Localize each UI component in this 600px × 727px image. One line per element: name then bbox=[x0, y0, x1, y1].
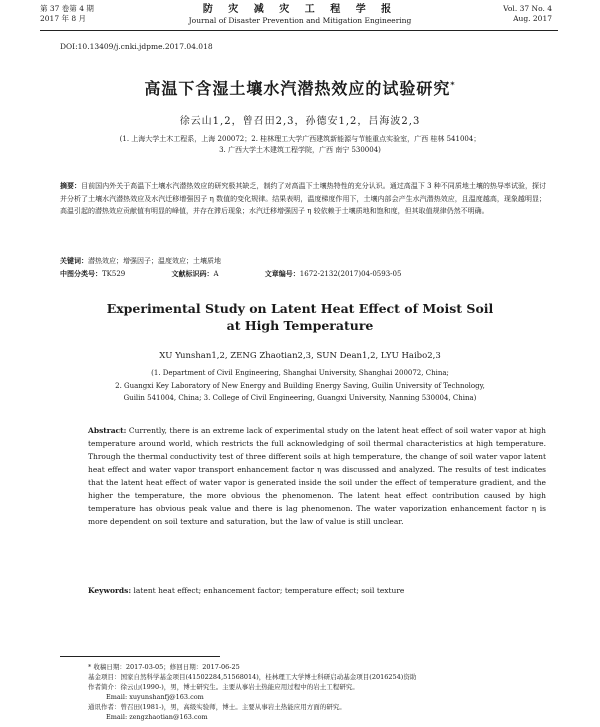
keywords-en bbox=[88, 586, 546, 595]
title-footnote-mark: * bbox=[450, 80, 456, 90]
affiliation-cn-line: 3. 广西大学土木建筑工程学院，广西 南宁 530004) bbox=[219, 146, 381, 154]
document-code-value: A bbox=[213, 270, 219, 278]
date-cn: 2017 年 8 月 bbox=[40, 14, 87, 23]
keywords-en-label: Keywords: bbox=[88, 586, 132, 595]
author-bio: 作者简介：徐云山(1990-)，男，博士研究生。主要从事岩土热能应用过程中的岩土工程研究。 bbox=[88, 683, 359, 691]
article-number-label: 文章编号： bbox=[264, 269, 300, 278]
footnotes bbox=[88, 662, 558, 722]
footnote-rule bbox=[60, 656, 220, 657]
doi: DOI:10.13409/j.cnki.jdpme.2017.04.018 bbox=[60, 42, 213, 51]
volume-issue-cn: 第 37 卷第 4 期 bbox=[40, 4, 94, 13]
abstract-cn bbox=[60, 180, 546, 218]
clc-number bbox=[60, 270, 147, 278]
corresponding-email: Email: zengzhaotian@163.com bbox=[106, 713, 208, 721]
paper-title-en-line: at High Temperature bbox=[226, 318, 374, 333]
journal-name-en: Journal of Disaster Prevention and Mitigation Engineering bbox=[188, 16, 412, 25]
authors-cn: 徐云山1,2，曾召田2,3，孙德安1,2，吕海波2,3 bbox=[179, 116, 421, 127]
fund-project: 基金项目：国家自然科学基金项目(41502284,51568014)，桂林理工大学博士科研启动基金项目(2016254)资助 bbox=[88, 673, 417, 681]
affiliations-en bbox=[70, 367, 530, 405]
received-date: * 收稿日期：2017-03-05；修回日期：2017-06-25 bbox=[88, 663, 240, 671]
document-code bbox=[172, 270, 241, 278]
classification-line bbox=[60, 269, 546, 279]
keywords-cn-label: 关键词： bbox=[60, 256, 88, 265]
keywords-en-text: latent heat effect; enhancement factor; temperature effect; soil texture bbox=[131, 586, 405, 595]
abstract-cn-text: 目前国内外关于高温下土壤水汽潜热效应的研究极其缺乏，制约了对高温下土壤热特性的充分认识。通过高温下 3 种不同质地土壤的热导率试验，探讨并分析了土壤水汽潜热效应及水汽迁移增强因子 η 数值的变化规律。结果表明，温度梯度作用下，土壤内部会产生水汽潜热效应，且温度越高，现象越明显；高温引起的潜热效应贡献值有明显的峰值，并存在滞后现象；水汽迁移增强因子 η 较依赖于土壤质地和饱和度，但其取值规律仍然不明确。 bbox=[60, 182, 547, 215]
header-rule bbox=[40, 30, 558, 31]
keywords-cn bbox=[60, 256, 546, 266]
volume-issue-en: Vol. 37 No. 4 bbox=[503, 4, 552, 13]
abstract-en-text: Currently, there is an extreme lack of experimental study on the latent heat effect of soil water vapor at high temperature around world, which restricts the full acknowledging of soil thermal characteristics at high temperature. Through the thermal conductivity test of three different soils at high temperature, the change of soil water vapor latent heat effect and water vapor transport enhancement factor η was discussed and analyzed. The results of test indicates that the latent heat effect of water vapor is generated inside the soil under the effect of temperature gradient, and the higher the temperature, the more obvious the phenomenon. The latent heat effect contribution caused by high temperature has obvious peak value and there is lag phenomenon. The water vaporization enhancement factor η is more dependent on soil texture and saturation, but the law of value is still unclear. bbox=[88, 426, 546, 526]
paper-title-cn-text: 高温下含湿土壤水汽潜热效应的试验研究 bbox=[144, 79, 451, 98]
running-header-right bbox=[503, 4, 552, 24]
clc-value: TK529 bbox=[102, 270, 126, 278]
abstract-cn-label: 摘要： bbox=[60, 181, 82, 190]
paper-title-en bbox=[0, 300, 600, 334]
paper-title-en-line: Experimental Study on Latent Heat Effect of Moist Soil bbox=[106, 301, 494, 316]
abstract-en bbox=[88, 424, 546, 528]
paper-title-cn bbox=[0, 76, 600, 99]
affiliation-en-line: Guilin 541004, China; 3. College of Civil Engineering, Guangxi University, Nanning 530004, China) bbox=[123, 394, 477, 402]
authors-en: XU Yunshan1,2, ZENG Zhaotian2,3, SUN Dean1,2, LYU Haibo2,3 bbox=[159, 351, 441, 361]
clc-label: 中图分类号： bbox=[60, 269, 102, 278]
abstract-en-label: Abstract: bbox=[88, 426, 127, 435]
keywords-cn-text: 潜热效应；增强因子；温度效应；土壤质地 bbox=[88, 257, 221, 265]
journal-name-cn: 防 灾 减 灾 工 程 学 报 bbox=[202, 4, 398, 15]
affiliation-cn-line: (1. 上海大学土木工程系，上海 200072；2. 桂林理工大学广西建筑新能源与节能重点实验室，广西 桂林 541004； bbox=[119, 135, 481, 143]
article-number-value: 1672-2132(2017)04-0593-05 bbox=[299, 270, 402, 278]
document-code-label: 文献标识码： bbox=[171, 269, 214, 278]
corresponding-author: 通讯作者：曾召田(1981-)，男，高级实验师，博士。主要从事岩土热能应用方面的研究。 bbox=[88, 703, 346, 711]
affiliations-cn bbox=[0, 134, 600, 156]
date-en: Aug. 2017 bbox=[513, 14, 552, 23]
affiliation-en-line: (1. Department of Civil Engineering, Shanghai University, Shanghai 200072, China; bbox=[151, 369, 449, 377]
affiliation-en-line: 2. Guangxi Key Laboratory of New Energy and Building Energy Saving, Guilin University of Technology, bbox=[115, 381, 485, 390]
author-email: Email: xuyunshanfj@163.com bbox=[106, 693, 204, 701]
article-number bbox=[265, 270, 424, 278]
